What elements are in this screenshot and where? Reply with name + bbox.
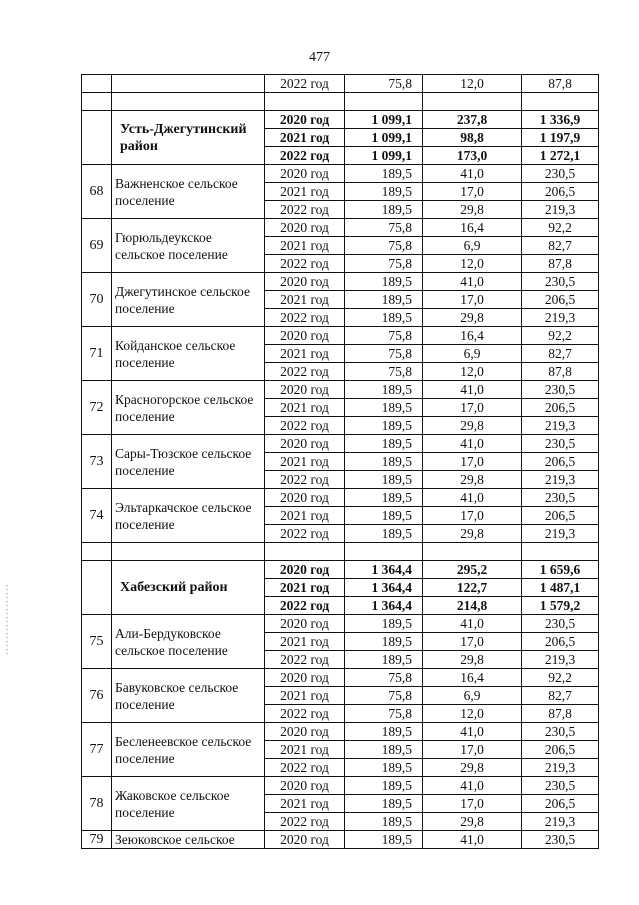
- row-number: 76: [82, 669, 112, 723]
- value-cell-3: 230,5: [522, 165, 599, 183]
- table-row: [82, 669, 599, 687]
- empty-cell: [345, 93, 423, 111]
- row-number: [82, 75, 112, 93]
- year-cell: 2022 год: [265, 597, 345, 615]
- table-row: [82, 327, 599, 345]
- value-cell-3: 206,5: [522, 795, 599, 813]
- row-number: 70: [82, 273, 112, 327]
- value-cell-2: 17,0: [423, 453, 522, 471]
- year-cell: 2022 год: [265, 525, 345, 543]
- value-cell-2: 17,0: [423, 507, 522, 525]
- table-row: [82, 165, 599, 183]
- year-cell: 2022 год: [265, 651, 345, 669]
- value-cell-2: 41,0: [423, 615, 522, 633]
- year-cell: 2021 год: [265, 687, 345, 705]
- value-cell-2: 41,0: [423, 435, 522, 453]
- year-cell: 2022 год: [265, 309, 345, 327]
- settlement-name: Эльтаркачское сельское поселение: [112, 489, 265, 543]
- empty-cell: [522, 543, 599, 561]
- empty-cell: [265, 93, 345, 111]
- value-cell-1: 189,5: [345, 435, 423, 453]
- row-number: 77: [82, 723, 112, 777]
- year-cell: 2021 год: [265, 633, 345, 651]
- value-cell-3: 219,3: [522, 525, 599, 543]
- value-cell-3: 87,8: [522, 255, 599, 273]
- year-cell: 2020 год: [265, 327, 345, 345]
- value-cell-1: 189,5: [345, 183, 423, 201]
- settlement-name: [112, 75, 265, 93]
- table-row: [82, 831, 599, 849]
- row-number: 71: [82, 327, 112, 381]
- settlement-name: Бавуковское сельское поселение: [112, 669, 265, 723]
- value-cell-3: 230,5: [522, 723, 599, 741]
- value-cell-3: 219,3: [522, 309, 599, 327]
- value-cell-1: 75,8: [345, 327, 423, 345]
- value-cell-1: 189,5: [345, 309, 423, 327]
- empty-cell: [112, 93, 265, 111]
- value-cell-1: 189,5: [345, 615, 423, 633]
- value-cell-1: 1 099,1: [345, 147, 423, 165]
- value-cell-1: 75,8: [345, 255, 423, 273]
- year-cell: 2022 год: [265, 417, 345, 435]
- settlement-name: Красногорское сельское поселение: [112, 381, 265, 435]
- year-cell: 2020 год: [265, 111, 345, 129]
- value-cell-2: 41,0: [423, 489, 522, 507]
- value-cell-3: 206,5: [522, 633, 599, 651]
- value-cell-2: 17,0: [423, 399, 522, 417]
- year-cell: 2022 год: [265, 759, 345, 777]
- table-row: [82, 219, 599, 237]
- value-cell-1: 75,8: [345, 219, 423, 237]
- value-cell-3: 206,5: [522, 741, 599, 759]
- value-cell-3: 87,8: [522, 75, 599, 93]
- settlement-name: Жаковское сельское поселение: [112, 777, 265, 831]
- table-row: [82, 381, 599, 399]
- value-cell-1: 189,5: [345, 291, 423, 309]
- value-cell-3: 87,8: [522, 705, 599, 723]
- value-cell-1: 189,5: [345, 453, 423, 471]
- value-cell-2: 6,9: [423, 687, 522, 705]
- value-cell-3: 230,5: [522, 777, 599, 795]
- year-cell: 2020 год: [265, 489, 345, 507]
- value-cell-2: 41,0: [423, 165, 522, 183]
- value-cell-3: 1 336,9: [522, 111, 599, 129]
- table-row: [82, 111, 599, 129]
- value-cell-1: 75,8: [345, 669, 423, 687]
- value-cell-3: 219,3: [522, 417, 599, 435]
- value-cell-3: 230,5: [522, 831, 599, 849]
- value-cell-1: 189,5: [345, 417, 423, 435]
- value-cell-2: 237,8: [423, 111, 522, 129]
- table-row: [82, 435, 599, 453]
- empty-cell: [423, 543, 522, 561]
- value-cell-1: 1 099,1: [345, 111, 423, 129]
- year-cell: 2022 год: [265, 363, 345, 381]
- value-cell-2: 29,8: [423, 201, 522, 219]
- value-cell-3: 1 579,2: [522, 597, 599, 615]
- value-cell-1: 189,5: [345, 723, 423, 741]
- value-cell-3: 1 197,9: [522, 129, 599, 147]
- value-cell-2: 29,8: [423, 651, 522, 669]
- year-cell: 2020 год: [265, 777, 345, 795]
- value-cell-3: 92,2: [522, 219, 599, 237]
- year-cell: 2022 год: [265, 147, 345, 165]
- table-row: [82, 777, 599, 795]
- settlement-name: Гюрюльдеукское сельское поселение: [112, 219, 265, 273]
- value-cell-1: 189,5: [345, 507, 423, 525]
- district-name: Хабезский район: [112, 561, 265, 615]
- value-cell-1: 189,5: [345, 525, 423, 543]
- year-cell: 2020 год: [265, 435, 345, 453]
- year-cell: 2021 год: [265, 453, 345, 471]
- value-cell-1: 189,5: [345, 201, 423, 219]
- table-row: [82, 489, 599, 507]
- value-cell-2: 12,0: [423, 255, 522, 273]
- settlement-name: Койданское сельское поселение: [112, 327, 265, 381]
- value-cell-1: 1 364,4: [345, 597, 423, 615]
- settlement-name: Бесленеевское сельское поселение: [112, 723, 265, 777]
- value-cell-1: 189,5: [345, 633, 423, 651]
- value-cell-1: 189,5: [345, 813, 423, 831]
- value-cell-1: 75,8: [345, 687, 423, 705]
- value-cell-2: 17,0: [423, 795, 522, 813]
- value-cell-2: 41,0: [423, 831, 522, 849]
- value-cell-1: 1 364,4: [345, 561, 423, 579]
- year-cell: 2020 год: [265, 273, 345, 291]
- value-cell-1: 189,5: [345, 471, 423, 489]
- year-cell: 2020 год: [265, 615, 345, 633]
- year-cell: 2021 год: [265, 507, 345, 525]
- value-cell-2: 41,0: [423, 273, 522, 291]
- settlement-name: Али-Бердуковское сельское поселение: [112, 615, 265, 669]
- value-cell-1: 1 099,1: [345, 129, 423, 147]
- blank-row: [82, 93, 599, 111]
- value-cell-2: 6,9: [423, 237, 522, 255]
- value-cell-2: 29,8: [423, 813, 522, 831]
- value-cell-3: 82,7: [522, 345, 599, 363]
- value-cell-3: 1 272,1: [522, 147, 599, 165]
- value-cell-2: 6,9: [423, 345, 522, 363]
- year-cell: 2021 год: [265, 237, 345, 255]
- year-cell: 2021 год: [265, 579, 345, 597]
- value-cell-3: 82,7: [522, 237, 599, 255]
- value-cell-2: 29,8: [423, 309, 522, 327]
- value-cell-1: 75,8: [345, 363, 423, 381]
- page-number: 477: [309, 50, 330, 65]
- value-cell-2: 295,2: [423, 561, 522, 579]
- value-cell-1: 189,5: [345, 741, 423, 759]
- row-number: 74: [82, 489, 112, 543]
- value-cell-2: 173,0: [423, 147, 522, 165]
- value-cell-1: 189,5: [345, 777, 423, 795]
- value-cell-1: 189,5: [345, 381, 423, 399]
- value-cell-2: 29,8: [423, 417, 522, 435]
- row-number: 79: [82, 831, 112, 849]
- value-cell-2: 122,7: [423, 579, 522, 597]
- value-cell-2: 29,8: [423, 525, 522, 543]
- empty-cell: [423, 93, 522, 111]
- value-cell-3: 219,3: [522, 201, 599, 219]
- year-cell: 2022 год: [265, 201, 345, 219]
- year-cell: 2020 год: [265, 723, 345, 741]
- year-cell: 2020 год: [265, 831, 345, 849]
- value-cell-2: 17,0: [423, 291, 522, 309]
- value-cell-3: 219,3: [522, 759, 599, 777]
- value-cell-3: 206,5: [522, 183, 599, 201]
- value-cell-1: 189,5: [345, 489, 423, 507]
- value-cell-2: 12,0: [423, 75, 522, 93]
- budget-table: [81, 74, 599, 849]
- table-row: [82, 273, 599, 291]
- year-cell: 2021 год: [265, 129, 345, 147]
- empty-cell: [82, 543, 112, 561]
- value-cell-3: 92,2: [522, 327, 599, 345]
- value-cell-2: 17,0: [423, 183, 522, 201]
- year-cell: 2020 год: [265, 561, 345, 579]
- value-cell-2: 29,8: [423, 471, 522, 489]
- value-cell-3: 206,5: [522, 399, 599, 417]
- value-cell-1: 189,5: [345, 273, 423, 291]
- row-number: 72: [82, 381, 112, 435]
- settlement-name: Сары-Тюзское сельское поселение: [112, 435, 265, 489]
- value-cell-3: 206,5: [522, 453, 599, 471]
- value-cell-3: 230,5: [522, 615, 599, 633]
- year-cell: 2020 год: [265, 381, 345, 399]
- year-cell: 2022 год: [265, 705, 345, 723]
- value-cell-1: 75,8: [345, 345, 423, 363]
- year-cell: 2022 год: [265, 471, 345, 489]
- year-cell: 2022 год: [265, 255, 345, 273]
- value-cell-3: 219,3: [522, 471, 599, 489]
- year-cell: 2020 год: [265, 669, 345, 687]
- value-cell-3: 230,5: [522, 273, 599, 291]
- value-cell-1: 189,5: [345, 759, 423, 777]
- empty-cell: [82, 93, 112, 111]
- settlement-name: Зеюковское сельское: [112, 831, 265, 849]
- value-cell-1: 189,5: [345, 165, 423, 183]
- blank-row: [82, 543, 599, 561]
- value-cell-1: 189,5: [345, 795, 423, 813]
- value-cell-2: 98,8: [423, 129, 522, 147]
- value-cell-3: 219,3: [522, 651, 599, 669]
- empty-cell: [265, 543, 345, 561]
- year-cell: 2022 год: [265, 75, 345, 93]
- value-cell-3: 206,5: [522, 291, 599, 309]
- value-cell-3: 87,8: [522, 363, 599, 381]
- value-cell-2: 17,0: [423, 633, 522, 651]
- year-cell: 2021 год: [265, 399, 345, 417]
- binder-mark: [6, 585, 8, 655]
- value-cell-2: 41,0: [423, 381, 522, 399]
- table-row: [82, 75, 599, 93]
- table-row: [82, 561, 599, 579]
- value-cell-3: 1 659,6: [522, 561, 599, 579]
- row-number: 69: [82, 219, 112, 273]
- row-number: 78: [82, 777, 112, 831]
- value-cell-3: 230,5: [522, 435, 599, 453]
- year-cell: 2021 год: [265, 183, 345, 201]
- value-cell-2: 16,4: [423, 219, 522, 237]
- row-number: 68: [82, 165, 112, 219]
- year-cell: 2021 год: [265, 795, 345, 813]
- table-row: [82, 723, 599, 741]
- table-row: [82, 615, 599, 633]
- value-cell-2: 16,4: [423, 669, 522, 687]
- value-cell-3: 219,3: [522, 813, 599, 831]
- value-cell-2: 41,0: [423, 723, 522, 741]
- district-name: Усть-Джегутинский район: [112, 111, 265, 165]
- year-cell: 2021 год: [265, 741, 345, 759]
- value-cell-1: 1 364,4: [345, 579, 423, 597]
- value-cell-2: 17,0: [423, 741, 522, 759]
- empty-cell: [345, 543, 423, 561]
- year-cell: 2021 год: [265, 345, 345, 363]
- value-cell-3: 1 487,1: [522, 579, 599, 597]
- empty-cell: [522, 93, 599, 111]
- value-cell-1: 189,5: [345, 831, 423, 849]
- value-cell-1: 75,8: [345, 237, 423, 255]
- value-cell-3: 206,5: [522, 507, 599, 525]
- year-cell: 2020 год: [265, 165, 345, 183]
- value-cell-2: 214,8: [423, 597, 522, 615]
- value-cell-2: 29,8: [423, 759, 522, 777]
- value-cell-1: 189,5: [345, 399, 423, 417]
- value-cell-3: 230,5: [522, 489, 599, 507]
- row-number: [82, 111, 112, 165]
- value-cell-2: 41,0: [423, 777, 522, 795]
- value-cell-2: 16,4: [423, 327, 522, 345]
- value-cell-3: 92,2: [522, 669, 599, 687]
- year-cell: 2020 год: [265, 219, 345, 237]
- row-number: 75: [82, 615, 112, 669]
- row-number: [82, 561, 112, 615]
- value-cell-1: 75,8: [345, 75, 423, 93]
- row-number: 73: [82, 435, 112, 489]
- settlement-name: Джегутинское сельское поселение: [112, 273, 265, 327]
- year-cell: 2022 год: [265, 813, 345, 831]
- settlement-name: Важненское сельское поселение: [112, 165, 265, 219]
- value-cell-1: 189,5: [345, 651, 423, 669]
- value-cell-3: 230,5: [522, 381, 599, 399]
- value-cell-2: 12,0: [423, 363, 522, 381]
- year-cell: 2021 год: [265, 291, 345, 309]
- value-cell-1: 75,8: [345, 705, 423, 723]
- empty-cell: [112, 543, 265, 561]
- value-cell-2: 12,0: [423, 705, 522, 723]
- value-cell-3: 82,7: [522, 687, 599, 705]
